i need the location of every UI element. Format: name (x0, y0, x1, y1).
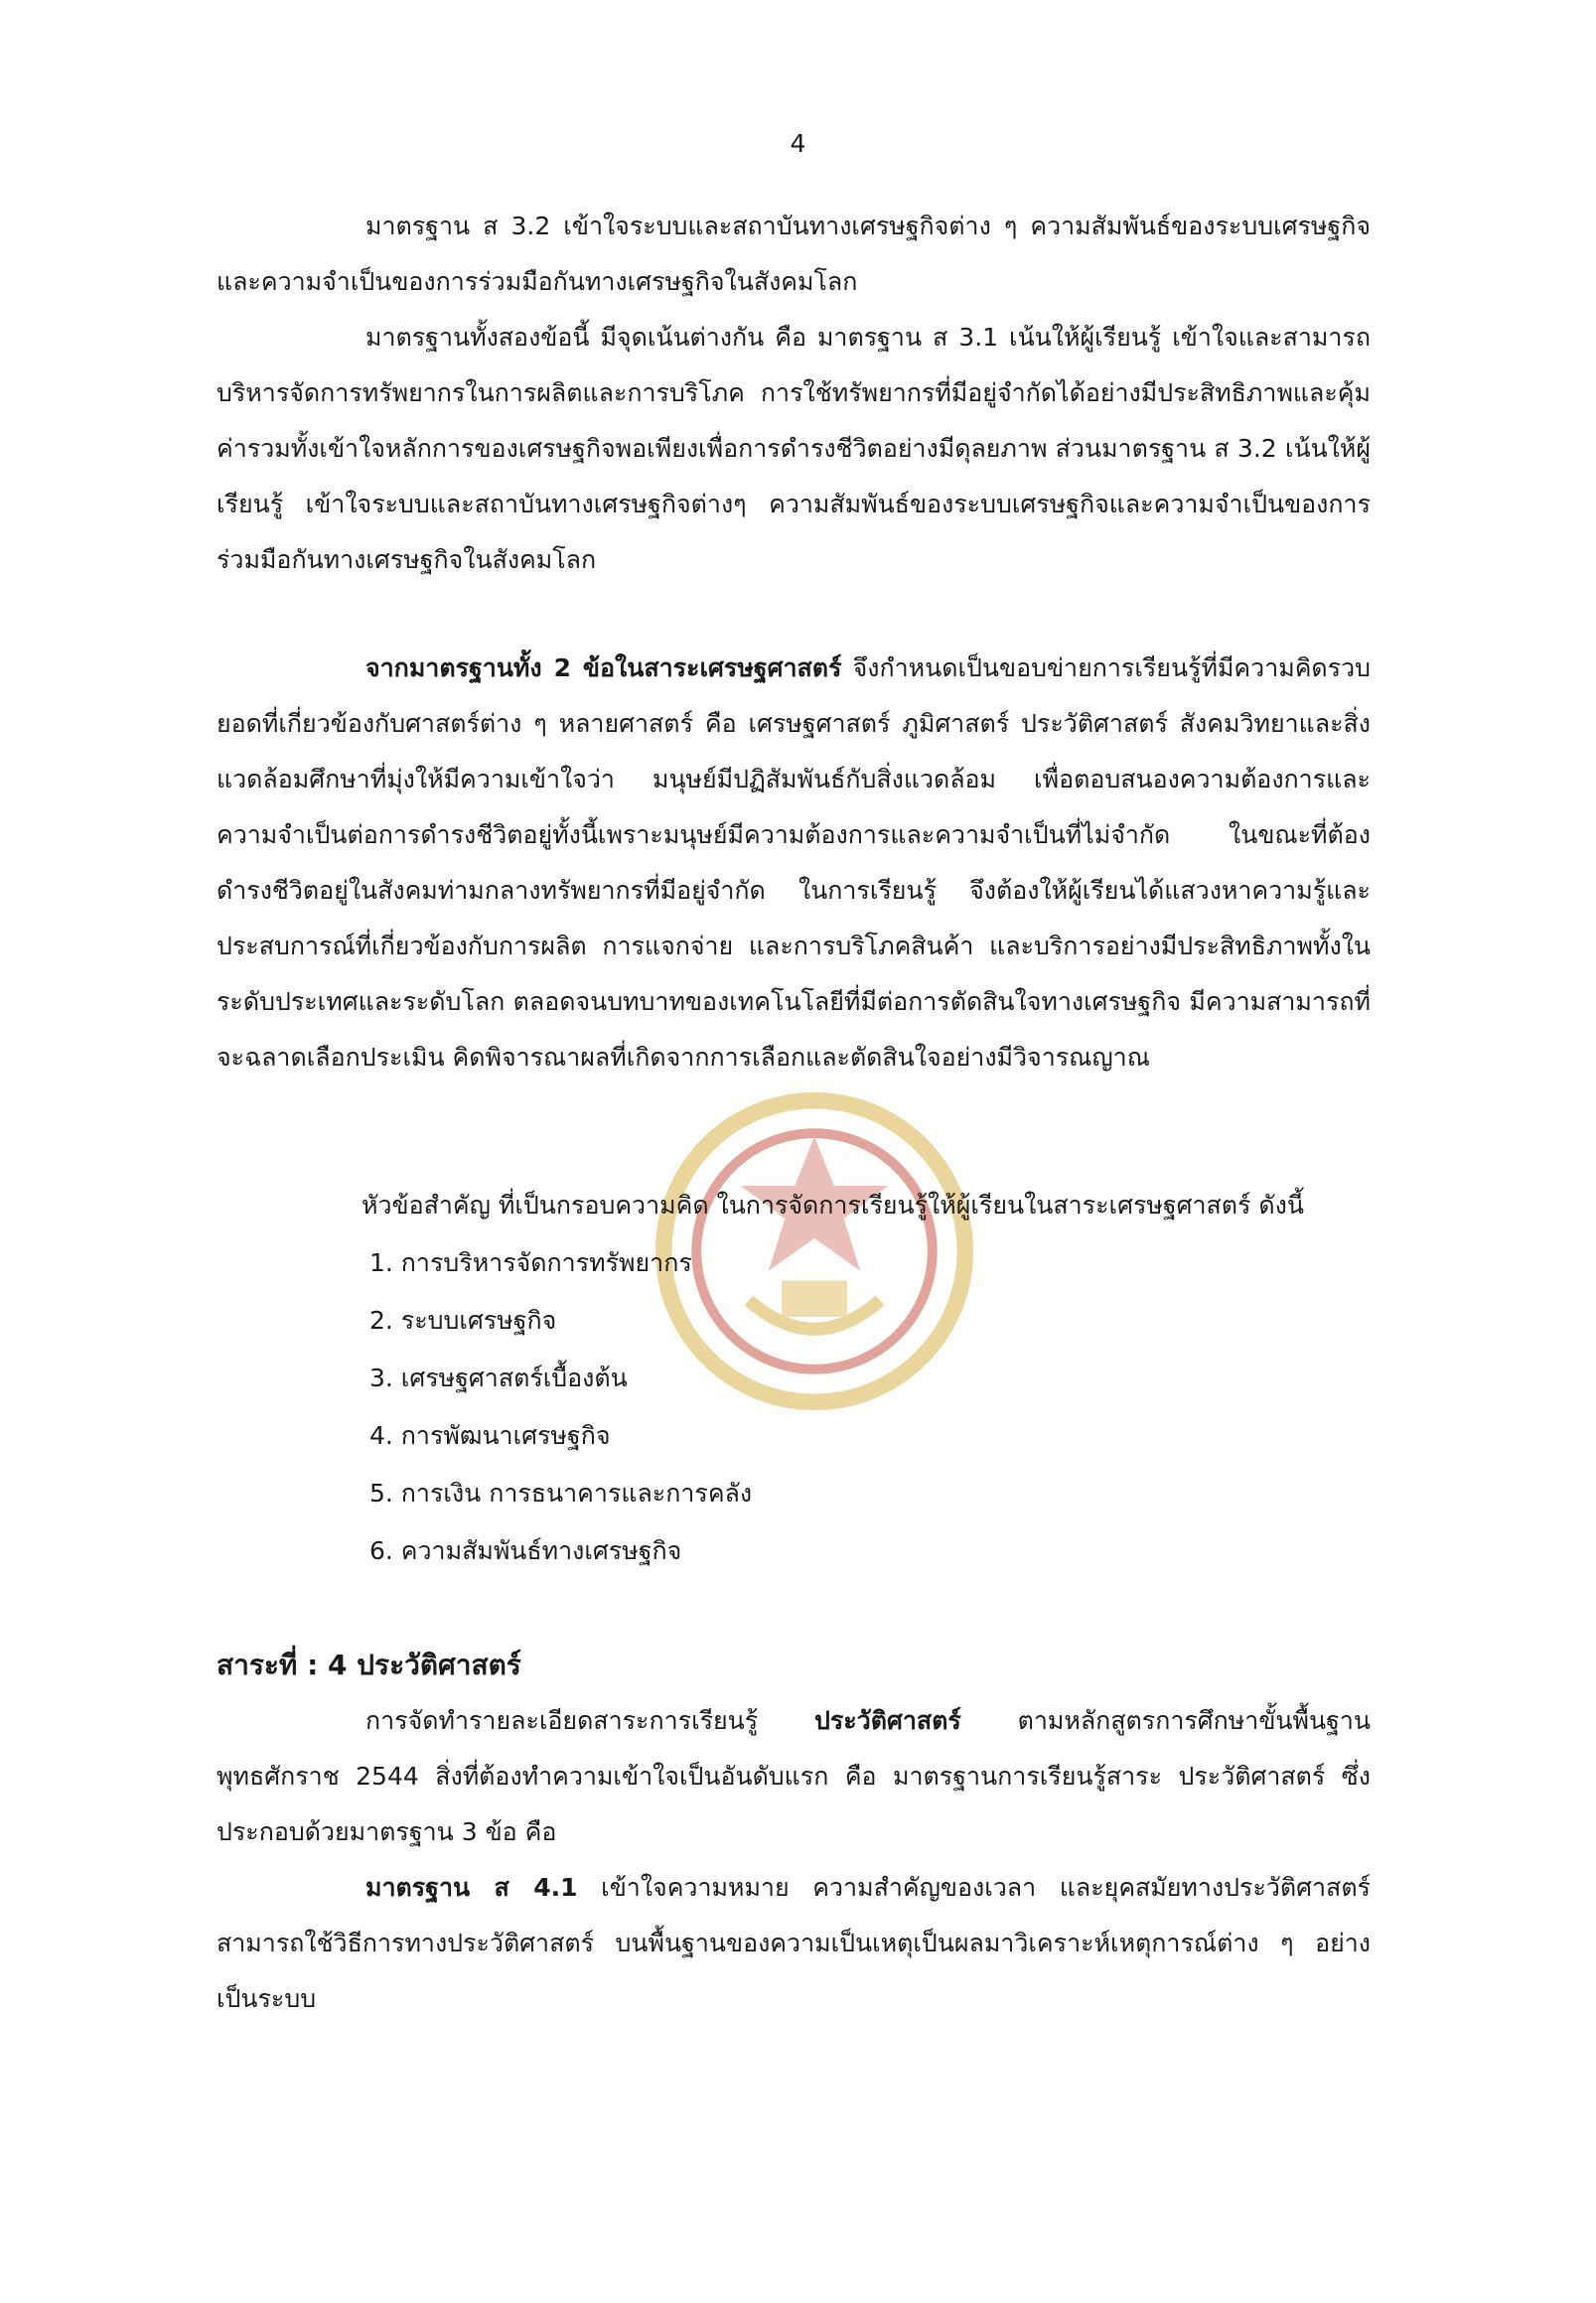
history-intro-block (217, 1693, 1371, 2027)
history-intro-text-b: ตามหลักสูตรการศึกษาขั้นพื้นฐาน พุทธศักราช 2544 สิ่งที่ต้องทำความเข้าใจเป็นอันดับแรก คือ มาตรฐานการเรียนรู้สาระ ประวัติศาสตร์ ซึ่งประกอบด้วยมาตรฐาน 3 ข้อ คือ (217, 1706, 1371, 1846)
list-item: 2. ระบบเศรษฐกิจ (369, 1306, 557, 1335)
list-item: 6. ความสัมพันธ์ทางเศรษฐกิจ (369, 1536, 682, 1565)
topics-intro: หัวข้อสำคัญ ที่เป็นกรอบความคิด ในการจัดการเรียนรู้ให้ผู้เรียนในสาระเศรษฐศาสตร์ ดังนี้ (362, 1191, 1304, 1220)
history-intro-paragraph (217, 1693, 1371, 1860)
page-number: 4 (790, 129, 806, 158)
economics-scope-lead: จากมาตรฐานทั้ง 2 ข้อในสาระเศรษฐศาสตร์ (365, 653, 842, 682)
list-item: 1. การบริหารจัดการทรัพยากร (369, 1248, 692, 1277)
economics-topics (362, 1177, 1375, 1580)
standard-4-1-label: มาตรฐาน ส 4.1 (365, 1873, 578, 1902)
economics-scope-text: จึงกำหนดเป็นขอบข่ายการเรียนรู้ที่มีความคิดรวบยอดที่เกี่ยวข้องกับศาสตร์ต่าง ๆ หลายศาสตร์ คือ เศรษฐศาสตร์ ภูมิศาสตร์ ประวัติศาสตร์ สังคมวิทยาและสิ่งแวดล้อมศึกษาที่มุ่งให้มีความเข้าใจว่า มนุษย์มีปฏิสัมพันธ์กับสิ่งแวดล้อม เพื่อตอบสนองความต้องการและความจำเป็นต่อการดำรงชีวิตอยู่ทั้งนี้เพราะมนุษย์มีความต้องการและความจำเป็นที่ไม่จำกัด ในขณะที่ต้องดำรงชีวิตอยู่ในสังคมท่ามกลางทรัพยากรที่มีอยู่จำกัด ในการเรียนรู้ จึงต้องให้ผู้เรียนได้แสวงหาความรู้และประสบการณ์ที่เกี่ยวข้องกับการผลิต การแจกจ่าย และการบริโภคสินค้า และบริการอย่างมีประสิทธิภาพทั้งในระดับประเทศและระดับโลก ตลอดจนบทบาทของเทคโนโลยีที่มีต่อการตัดสินใจทางเศรษฐกิจ มีความสามารถที่จะฉลาดเลือกประเมิน คิดพิจารณาผลที่เกิดจากการเลือกและตัดสินใจอย่างมีวิจารณญาณ (217, 653, 1372, 1072)
standards-comparison-paragraph: มาตรฐานทั้งสองข้อนี้ มีจุดเน้นต่างกัน คือ มาตรฐาน ส 3.1 เน้นให้ผู้เรียนรู้ เข้าใจและสามารถบริหารจัดการทรัพยากรในการผลิตและการบริโภค การใช้ทรัพยากรที่มีอยู่จำกัดได้อย่างมีประสิทธิภาพและคุ้มค่ารวมทั้งเข้าใจหลักการของเศรษฐกิจพอเพียงเพื่อการดำรงชีวิตอย่างมีดุลยภาพ ส่วนมาตรฐาน ส 3.2 เน้นให้ผู้เรียนรู้ เข้าใจระบบและสถาบันทางเศรษฐกิจต่างๆ ความสัมพันธ์ของระบบเศรษฐกิจและความจำเป็นของการร่วมมือกันทางเศรษฐกิจในสังคมโลก (217, 323, 1371, 574)
history-section-heading: สาระที่ : 4 ประวัติศาสตร์ (217, 1649, 521, 1681)
standard-4-1-text: เข้าใจความหมาย ความสำคัญของเวลา และยุคสมัยทางประวัติศาสตร์ สามารถใช้วิธีการทางประวัติศาสตร์ บนพื้นฐานของความเป็นเหตุเป็นผลมาวิเคราะห์เหตุการณ์ต่าง ๆ อย่างเป็นระบบ (217, 1873, 1371, 2013)
history-intro-text-a: การจัดทำรายละเอียดสาระการเรียนรู้ (365, 1706, 814, 1735)
history-subject-name: ประวัติศาสตร์ (813, 1706, 961, 1735)
list-item: 4. การพัฒนาเศรษฐกิจ (369, 1421, 611, 1450)
list-item: 3. เศรษฐศาสตร์เบื้องต้น (369, 1364, 628, 1392)
economics-scope-block (217, 641, 1371, 1085)
topics-list (362, 1234, 1375, 1580)
list-item: 5. การเงิน การธนาคารและการคลัง (369, 1479, 753, 1508)
economics-standards-block (217, 199, 1371, 588)
standard-3-2-paragraph: มาตรฐาน ส 3.2 เข้าใจระบบและสถาบันทางเศรษฐกิจต่าง ๆ ความสัมพันธ์ของระบบเศรษฐกิจและความจำเป็นของการร่วมมือกันทางเศรษฐกิจในสังคมโลก (217, 212, 1371, 296)
standard-4-1-paragraph (217, 1860, 1371, 2027)
economics-scope-paragraph (217, 641, 1371, 1085)
